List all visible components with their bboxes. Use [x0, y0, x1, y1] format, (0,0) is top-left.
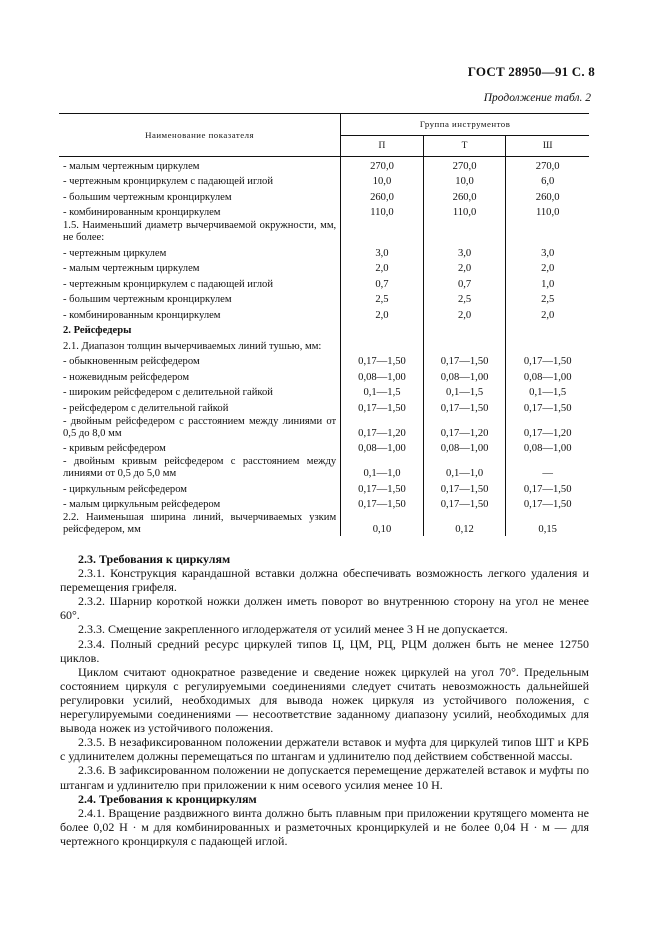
table-row — [59, 337, 589, 353]
value-t: 270,0 — [423, 157, 506, 173]
table-row — [59, 384, 589, 400]
table-row — [59, 244, 589, 260]
value-sh: 0,17—1,50 — [523, 499, 572, 510]
body-text — [60, 552, 589, 848]
value-p: 0,17—1,50 — [358, 483, 406, 495]
row-label: - чертежным кронциркулем с падающей иглой — [59, 275, 341, 291]
value-t: 0,08—1,00 — [423, 440, 506, 456]
value-p: 0,17—1,20 — [358, 427, 406, 439]
value-sh: 0,17—1,50 — [523, 483, 572, 495]
value-p: 0,17—1,50 — [358, 402, 406, 414]
value-sh: 110,0 — [535, 207, 560, 218]
row-label: 1.5. Наименьший диаметр вычерчиваемой окружности, мм, не более: — [59, 219, 341, 244]
value-p — [341, 219, 424, 244]
column-header-sh: Ш — [506, 135, 589, 157]
section-heading: 2.3. Требования к циркулям — [78, 552, 231, 566]
paragraph: 2.3.4. Полный средний ресурс циркулей типов Ц, ЦМ, РЦ, РЦМ должен быть не менее 12750 циклов. — [60, 636, 589, 665]
paragraph: 2.3.1. Конструкция карандашной вставки должна обеспечивать возможность легкого удаления и перемещения грифеля. — [60, 566, 589, 595]
table-row — [59, 399, 589, 415]
value-t: 0,1—1,5 — [423, 384, 506, 400]
value-sh — [506, 322, 589, 338]
value-sh: 0,1—1,5 — [529, 387, 567, 398]
paragraph: Циклом считают однократное разведение и сведение ножек циркулей на угол 70°. Предельным состоянием циркуля с регулируемыми соединениями следует считать невозможность дальнейшей регулировки усилий, необходимых для вывода ножек циркуля из устойчивого положения, с нерегулируемыми соединениями — несоответствие заданному диапазону усилий, необходимых для вывода ножек из устойчивого положения. — [60, 664, 589, 736]
value-t: 0,7 — [423, 275, 506, 291]
value-p: 260,0 — [370, 191, 394, 203]
row-label: - малым циркульным рейсфедером — [59, 496, 341, 512]
row-label: - ножевидным рейсфедером — [59, 368, 341, 384]
table-row — [59, 322, 589, 338]
table-row — [59, 204, 589, 220]
table-row — [59, 306, 589, 322]
value-t: 0,12 — [423, 511, 506, 536]
value-t: 0,1—1,0 — [423, 455, 506, 480]
value-t: 260,0 — [423, 188, 506, 204]
value-t: 3,0 — [423, 244, 506, 260]
value-sh: 0,17—1,20 — [523, 427, 572, 439]
row-label: - широким рейсфедером с делительной гайкой — [59, 384, 341, 400]
value-p: 2,0 — [375, 263, 389, 274]
value-p: 0,7 — [375, 278, 389, 290]
value-p: 0,1—1,5 — [363, 387, 401, 398]
value-sh: 6,0 — [541, 176, 555, 187]
row-label: 2.1. Диапазон толщин вычерчиваемых линий тушью, мм: — [59, 337, 341, 353]
row-label: - кривым рейсфедером — [59, 440, 341, 456]
table-row — [59, 188, 589, 204]
value-t: 0,08—1,00 — [423, 368, 506, 384]
value-sh: 1,0 — [541, 278, 555, 290]
paragraph: 2.3.5. В незафиксированном положении держатели вставок и муфта для циркулей типов ШТ и КРБ с удлинителем должны перемещаться по штангам и удлинителю под действием собственной массы. — [60, 735, 589, 764]
row-label: 2.2. Наименьшая ширина линий, вычерчиваемых узким рейсфедером, мм — [59, 511, 341, 536]
row-label: - комбинированным кронциркулем — [59, 306, 341, 322]
row-label: - циркульным рейсфедером — [59, 480, 341, 496]
row-label: - чертежным кронциркулем с падающей иглой — [59, 173, 341, 189]
paragraph: 2.3.3. Смещение закрепленного иглодержателя от усилий менее 3 Н не допускается. — [78, 622, 508, 637]
paragraph: 2.3.2. Шарнир короткой ножки должен иметь поворот во внутреннюю сторону на угол не менее 60°. — [60, 594, 589, 623]
row-label: - обыкновенным рейсфедером — [59, 353, 341, 369]
column-header-group: Группа инструментов — [341, 114, 589, 136]
value-sh: 2,0 — [541, 309, 555, 321]
paragraph: 2.4.1. Вращение раздвижного винта должно быть плавным при приложении крутящего момента не более 0,02 Н · м для комбинированных и разметочных кронциркулей и не более 0,04 Н · м — для чертежного кронциркуля с падающей иглой. — [60, 805, 589, 848]
value-t: 0,17—1,50 — [423, 480, 506, 496]
value-t: 0,17—1,50 — [423, 496, 506, 512]
table-row — [59, 157, 589, 173]
row-label: - малым чертежным циркулем — [59, 157, 341, 173]
table-row — [59, 219, 589, 244]
value-sh: 2,5 — [541, 294, 555, 305]
value-sh: — — [542, 468, 553, 479]
row-label: - двойным кривым рейсфедером с расстоянием между линиями от 0,5 до 5,0 мм — [59, 455, 341, 480]
value-sh: 270,0 — [535, 160, 560, 172]
paragraph: 2.3.6. В зафиксированном положении не допускается перемещение держателей вставок и муфты по штангам и удлинителю при приложении к ним осевого усилия менее 10 Н. — [60, 763, 589, 792]
row-label: - рейсфедером с делительной гайкой — [59, 399, 341, 415]
row-label: - большим чертежным кронциркулем — [59, 188, 341, 204]
value-t: 2,5 — [423, 291, 506, 307]
value-p — [341, 337, 424, 353]
value-p: 0,17—1,50 — [358, 499, 406, 510]
value-sh — [506, 337, 589, 353]
value-p: 10,0 — [372, 176, 392, 187]
document-code: ГОСТ 28950—91 С. 8 — [467, 64, 595, 79]
value-p: 0,08—1,00 — [358, 443, 406, 454]
value-t: 0,17—1,20 — [423, 415, 506, 440]
column-header-t: Т — [423, 135, 506, 157]
value-sh: 3,0 — [541, 247, 555, 259]
value-t: 2,0 — [423, 306, 506, 322]
table-row — [59, 353, 589, 369]
table-row — [59, 173, 589, 189]
value-p: 3,0 — [375, 247, 389, 259]
value-t — [423, 219, 506, 244]
value-t: 110,0 — [423, 204, 506, 220]
value-t — [423, 322, 506, 338]
spec-table — [59, 113, 589, 536]
value-t: 2,0 — [423, 260, 506, 276]
value-sh: 0,08—1,00 — [523, 443, 572, 454]
table-row — [59, 511, 589, 536]
value-p: 0,17—1,50 — [358, 356, 406, 367]
row-label: - комбинированным кронциркулем — [59, 204, 341, 220]
table-continuation-label: Продолжение табл. 2 — [483, 92, 591, 104]
value-sh: 0,17—1,50 — [523, 402, 572, 414]
row-label: - двойным рейсфедером с расстоянием между линиями от 0,5 до 8,0 мм — [59, 415, 341, 440]
table-row — [59, 260, 589, 276]
value-p: 0,1—1,0 — [363, 468, 401, 479]
value-sh: 0,08—1,00 — [523, 371, 572, 383]
value-p: 0,08—1,00 — [358, 371, 406, 383]
value-p: 2,5 — [375, 294, 389, 305]
table-row — [59, 275, 589, 291]
row-label: - большим чертежным кронциркулем — [59, 291, 341, 307]
value-t: 0,17—1,50 — [423, 353, 506, 369]
table-row — [59, 496, 589, 512]
value-t: 10,0 — [423, 173, 506, 189]
value-p: 2,0 — [375, 309, 389, 321]
value-p — [341, 322, 424, 338]
row-label: - чертежным циркулем — [59, 244, 341, 260]
table-row — [59, 415, 589, 440]
column-header-p: П — [341, 135, 424, 157]
table-row — [59, 291, 589, 307]
section-heading: 2.4. Требования к кронциркулям — [78, 791, 257, 806]
value-t — [423, 337, 506, 353]
value-p: 0,10 — [372, 524, 392, 535]
table-row — [59, 480, 589, 496]
value-sh: 2,0 — [541, 263, 555, 274]
value-sh: 0,17—1,50 — [523, 356, 572, 367]
value-t: 0,17—1,50 — [423, 399, 506, 415]
table-row — [59, 368, 589, 384]
value-sh: 0,15 — [538, 524, 557, 535]
table-row — [59, 440, 589, 456]
value-p: 270,0 — [370, 160, 394, 172]
table-row — [59, 455, 589, 480]
row-label: 2. Рейсфедеры — [59, 322, 341, 338]
column-header-name: Наименование показателя — [59, 114, 341, 157]
value-p: 110,0 — [370, 207, 394, 218]
value-sh — [506, 219, 589, 244]
table-body — [59, 157, 589, 537]
value-sh: 260,0 — [535, 191, 560, 203]
row-label: - малым чертежным циркулем — [59, 260, 341, 276]
